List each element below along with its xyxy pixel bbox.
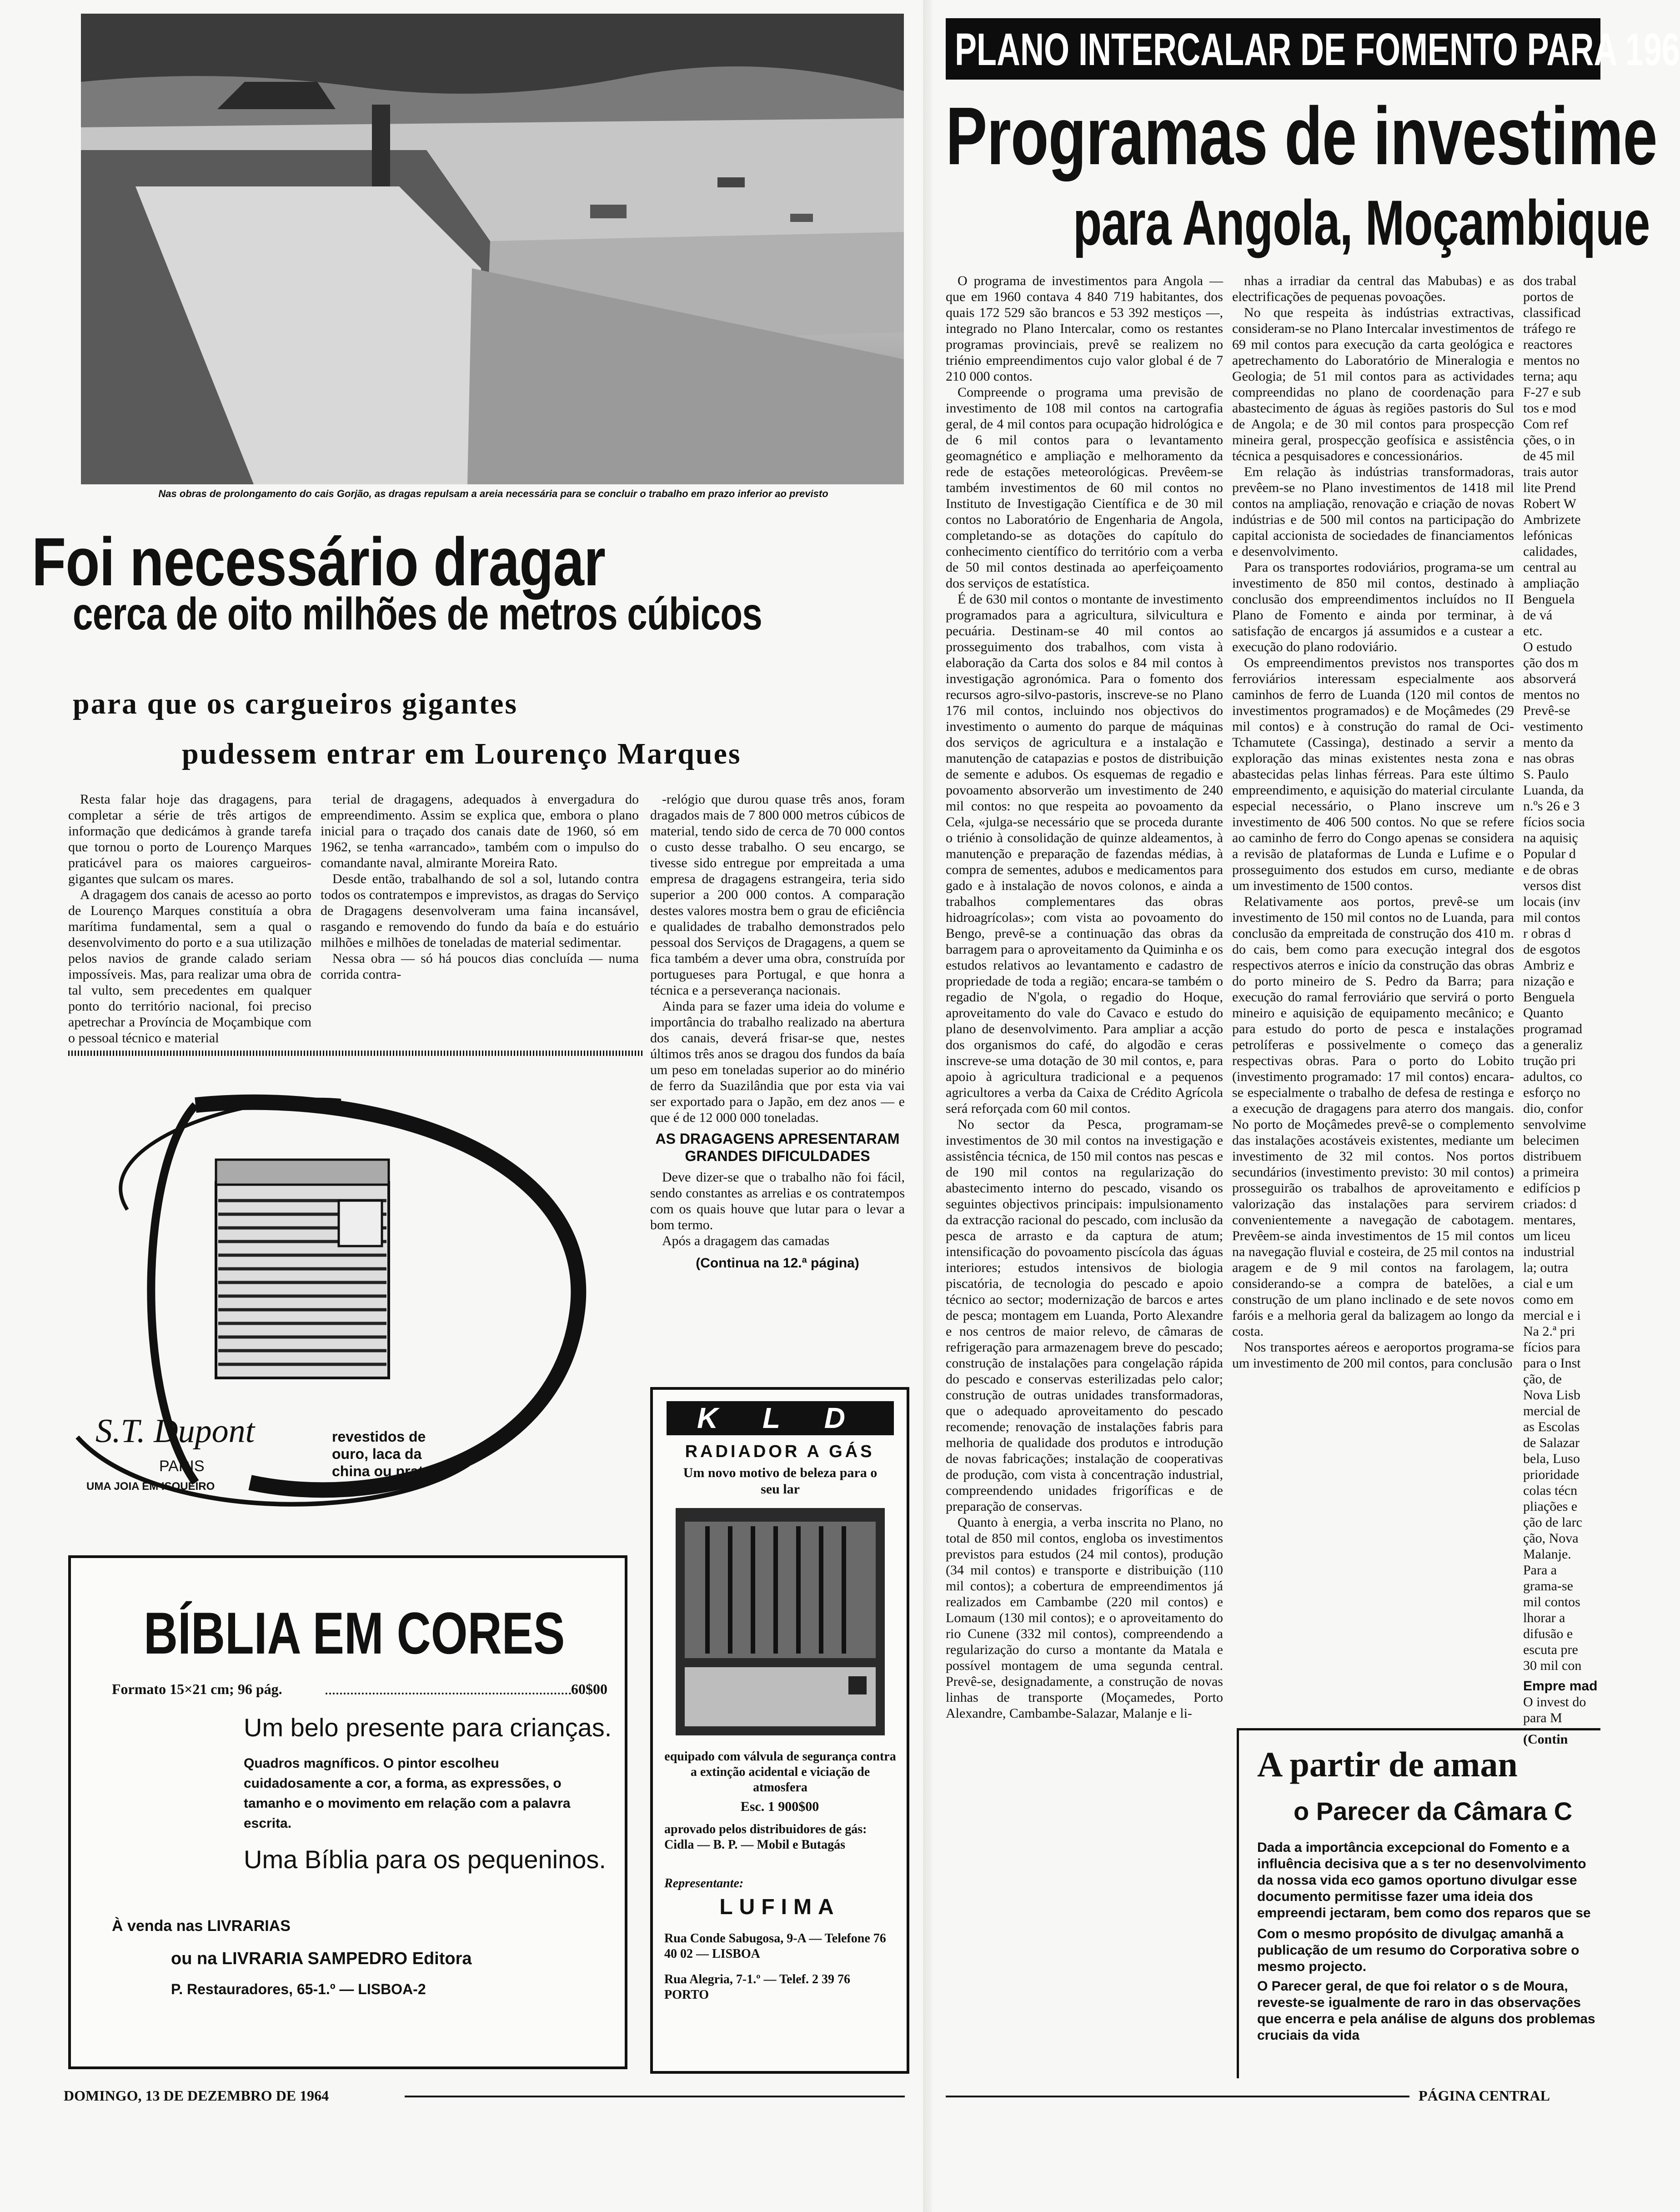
right-col2-p1: nhas a irradiar da central das Mabubas) e as electrificações de pequenas povoações. <box>1232 273 1514 304</box>
parecer-text-2: Com o mesmo propósito de divulgaç amanhã a publicação de um resumo do Corporativa sobre o mesmo projecto. <box>1257 1926 1580 1974</box>
right-col3-line: Robert W <box>1523 496 1576 511</box>
kld-ad <box>650 1387 909 2074</box>
right-col3-line: nas obras <box>1523 751 1575 766</box>
harbor-photo <box>81 14 904 484</box>
right-col3-subhead: Empre mad <box>1523 1679 1598 1694</box>
right-col3-line: n.ºs 26 e 3 <box>1523 799 1580 814</box>
right-col3-line: bela, Luso <box>1523 1451 1580 1466</box>
plan-banner <box>946 18 1680 80</box>
right-col3-line: nização e <box>1523 974 1575 989</box>
right-col3-line: pliações e <box>1523 1499 1578 1514</box>
right-col3-tail: O invest do para M <box>1523 1694 1586 1725</box>
right-col2-p4: Para os transportes rodoviários, programa-se um investimento de 850 mil contos, destinado à conclusão dos empreendimentos incluídos no II Plano de Fomento e ainda por terminar, à satisfação de encargos já assumidos e a custear a execução do plano rodoviário. <box>1232 560 1514 654</box>
left-col3-p4: Após a dragagem das camadas <box>662 1233 830 1248</box>
right-col3-line: a primeira <box>1523 1165 1579 1180</box>
left-headline: Foi necessário dragar <box>32 523 606 600</box>
parecer-headline: A partir de aman <box>1257 1744 1518 1784</box>
right-col3-line: mentos no <box>1523 687 1580 702</box>
right-col2-p3: Em relação às indústrias transformadoras, prevêem-se no Plano investimentos de 1418 mil contos na ampliação, renovação e criação de novas indústrias e de 500 mil contos na participação do capital accionista de sociedades de financiamentos e desenvolvimento. <box>1232 464 1514 559</box>
biblia-dots <box>326 1693 571 1694</box>
right-story-col-3 <box>1523 273 1600 1747</box>
right-col3-line: escuta pre <box>1523 1642 1578 1657</box>
right-subhead: para Angola, Moçambique <box>1073 187 1650 258</box>
right-col3-line: um liceu <box>1523 1228 1571 1243</box>
right-col3-line: Popular d <box>1523 846 1576 861</box>
left-col2-p3: Nessa obra — só há poucos dias concluída — numa corrida contra- <box>321 951 639 982</box>
left-story-col-3 <box>650 791 905 1371</box>
right-col1-p5: Quanto à energia, a verba inscrita no Plano, no total de 850 mil contos, engloba os investimentos previstos para estudos (24 mil contos), produção (34 mil contos) e transporte e distribuição (110 mil contos); a cobertura de empreendimentos já realizados em Cambambe (220 mil contos) e Lomaum (130 mil contos); e o aproveitamento do rio Cunene (332 mil contos), compreendendo a regularização do curso a montante da Matala e possível montagem de uma segunda central. Prevê-se, designadamente, a construção de novas linhas de transporte (Moçamedes, Porto Alexandre, Cambambe-Salazar, Malanje e li- <box>946 1515 1223 1721</box>
kld-price: Esc. 1 900$00 <box>740 1799 819 1814</box>
kld-addr2: Rua Alegria, 7-1.º — Telef. 2 39 76 PORTO <box>664 1972 851 2002</box>
right-col3-line: trução pri <box>1523 1053 1576 1068</box>
right-col3-line: industrial <box>1523 1244 1575 1259</box>
biblia-price: 60$00 <box>571 1681 607 1697</box>
dupont-brand: S.T. Dupont <box>95 1413 255 1450</box>
right-col3-line: trais autor <box>1523 464 1578 479</box>
right-col3-line: calidades, <box>1523 544 1578 559</box>
right-col3-line: classificad <box>1523 305 1581 320</box>
right-col3-line: Ambrizete <box>1523 512 1581 527</box>
right-col3-line: etc. <box>1523 623 1543 638</box>
biblia-line1: Um belo presente para crianças. <box>244 1713 612 1742</box>
photo-caption: Nas obras de prolongamento do cais Gorjão, as dragas repulsam a areia necessária para se concluir o trabalho em prazo inferior ao previsto <box>158 488 828 499</box>
left-col2-p2: Desde então, trabalhando de sol a sol, lutando contra todos os contratempos e imprevistos, as dragas do Serviço de Dragagens desenvolveram uma faina incansável, rasgando e removendo do fundo da baía e do estuário milhões e milhões de toneladas de material sedimentar. <box>321 871 639 950</box>
right-col3-line: difusão e <box>1523 1626 1573 1641</box>
right-col3-line: como em <box>1523 1292 1574 1307</box>
right-col3-line: programad <box>1523 1021 1582 1036</box>
right-col3-line: S. Paulo <box>1523 767 1569 782</box>
right-col3-line: portos de <box>1523 289 1574 304</box>
right-col3-line: r obras d <box>1523 926 1571 941</box>
left-col3-p2: Ainda para se fazer uma ideia do volume e importância do trabalho realizado na abertura dos canais, deverá frisar-se que, nestes últimos três anos se dragou dos fundos da baía um peso em toneladas superior ao do minério de ferro da Suazilândia que por esta via vai ser exportado para o Japão, em dez anos — e que é de 12 000 000 toneladas. <box>650 999 905 1125</box>
right-col3-line: prioridade <box>1523 1467 1580 1482</box>
right-col3-line: mentos no <box>1523 353 1580 368</box>
right-col2-p5: Os empreendimentos previstos nos transportes ferroviários interessam especialmente aos caminhos de ferro de Luanda (120 mil contos de investimentos programados) e de Moçâmedes (29 mil contos) e à construção do ramal de Oci-Tchamutete (Cassinga), destinado a servir a exploração das minas existentes nesta zona e abastecidas pelas linhas férreas. Para este último empreendimento, e aquisição do material circulante especial necessário, o Plano inscreve um investimento de 406 500 contos. No que se refere ao caminho de ferro do Congo apenas se considera a revisão de plataformas de Lunda e Lufime e o prosseguimento dos estudos em curso, mediante um investimento de 1500 contos. <box>1232 655 1514 893</box>
biblia-desc: Quadros magníficos. O pintor escolheu cuidadosamente a cor, a forma, as expressões, o tamanho e o movimento em relação com a palavra escrita. <box>244 1756 571 1831</box>
right-col1-p2: Compreende o programa uma previsão de investimento de 108 mil contos na cartografia geral, de 4 mil contos para ocupação hidrológica e de 6 mil contos para o levantamento geomagnético e ampliação e melhoramento da rede de estações meteorológicas. Prevêem-se também investimentos de 60 mil contos no Instituto de Investigação Científica e de 30 mil contos no Laboratório de Engenharia de Angola, completando-se as dotações do capítulo do conhecimento científico do território com a verba de 50 mil contos destinada ao aperfeiçoamento dos serviços de estatística. <box>946 385 1223 591</box>
right-col3-line: Prevê-se <box>1523 703 1570 718</box>
right-col3-line: Nova Lisb <box>1523 1388 1580 1403</box>
right-col3-line: na aquisiç <box>1523 830 1578 845</box>
dupont-tagline: UMA JOIA EM ISQUEIRO <box>86 1480 215 1493</box>
right-col3-line: para o Inst <box>1523 1356 1581 1371</box>
parecer-subhead: o Parecer da Câmara C <box>1294 1797 1573 1825</box>
right-col3-line: lhorar a <box>1523 1610 1565 1625</box>
kld-addr1: Rua Conde Sabugosa, 9-A — Telefone 76 40 02 — LISBOA <box>664 1931 886 1961</box>
biblia-ad <box>68 1555 627 2069</box>
right-col3-line: mil contos <box>1523 910 1580 925</box>
right-col3-line: la; outra <box>1523 1260 1569 1275</box>
kld-rep: LUFIMA <box>719 1895 840 1919</box>
dupont-ad <box>59 1073 641 1523</box>
left-col3-p1: -relógio que durou quase três anos, foram dragados mais de 7 800 000 metros cúbicos de material, tendo sido de cerca de 70 000 contos o custo desse trabalho. O seu encargo, se tivesse sido entregue por empreitada a uma empresa de dragagens estrangeira, teria sido superior a 200 000 contos. A comparação destes valores mostra bem o grau de eficiência e qualidades de trabalho demonstrados pelo pessoal dos Serviços de Dragagens, a quem se fica também a dever uma obra, construída por portugueses para Portugal, e que honra a técnica e a perseverança nacionais. <box>650 792 905 998</box>
right-col3-line: ção, Nova <box>1523 1531 1579 1546</box>
right-col3-line: dio, confor <box>1523 1101 1583 1116</box>
right-col3-line: Para a <box>1523 1563 1557 1578</box>
right-col3-line: Na 2.ª pri <box>1523 1324 1575 1339</box>
right-col3-line: ampliação <box>1523 576 1580 591</box>
right-col3-line: ção dos m <box>1523 655 1579 670</box>
right-col3-line: a generaliz <box>1523 1037 1583 1052</box>
biblia-editora: ou na LIVRARIA SAMPEDRO Editora <box>171 1949 472 1968</box>
right-col3-line: esforço no <box>1523 1085 1580 1100</box>
left-hatch-rule <box>68 1051 643 1056</box>
right-col3-lines <box>1523 273 1600 1674</box>
right-col3-line: senvolvime <box>1523 1117 1586 1132</box>
right-col2-p6: Relativamente aos portos, prevê-se um investimento de 150 mil contos no de Luanda, para conclusão da empreitada de construção dos 410 m. do cais, bem como para execução integral dos respectivos aterros e início da construção das obras do porto mineiro de S. Pedro da Barra; para execução do ramal ferroviário que servirá o porto mineiro e aquisição de equipamento mecânico; e para estudo do porto de pesca e instalações petrolíferas e possivelmente o começo das respectivas obras. Para o porto do Lobito (investimento programado: 17 mil contos) encara-se especialmente o trabalho de defesa de restinga e a execução de dragagens para aterro dos mangais. No porto de Moçâmedes prevê-se o complemento das instalações acostáveis existentes, mediante um investimento de 32 mil contos. Nos portos secundários (investimento previsto: 30 mil contos) prosseguirão os trabalhos de aproveitamento e valorização das instalações para servirem convenientemente a navegação de cabotagem. Prevêem-se ainda investimentos de 15 mil contos na navegação fluvial e costeira, de 25 mil contos na aragem e de 9 mil contos na farolagem, considerando-se a compra de batelões, a construção de um plano inclinado e de sete novos faróis e a melhoria geral da balizagem ao longo da costa. <box>1232 894 1514 1339</box>
right-col3-line: Benguela <box>1523 592 1575 607</box>
right-col2-p2: No que respeita às indústrias extractivas, consideram-se no Plano Intercalar investimentos de 69 mil contos para execução da carta geológica e apetrechamento do Laboratório de Mineralogia e Geologia; de 51 mil contos para as actividades compreendidas no plano de coordenação para abastecimento de águas às regiões pastoris do Sul de Angola; e de 30 mil contos para prospecção mineira geral, prospecção geofísica e assistência técnica a pesquisadores e concessionários. <box>1232 305 1514 463</box>
plan-banner-text: PLANO INTERCALAR DE FOMENTO PARA 196 <box>955 24 1680 75</box>
right-col3-line: terna; aqu <box>1523 369 1578 384</box>
right-story-col-2 <box>1232 273 1514 1719</box>
right-col3-line: tráfego re <box>1523 321 1576 336</box>
right-col3-line: mercial e i <box>1523 1308 1581 1323</box>
left-story-col-1 <box>68 791 311 1046</box>
right-col3-line: lite Prend <box>1523 480 1576 495</box>
left-col1-p2: A dragagem dos canais de acesso ao porto de Lourenço Marques constituía a obra marítima fundamental, sem a qual o desenvolvimento do porto e a sua utilização pelos navios de grande calado seriam impossíveis. Mas, para realizar uma obra de tal vulto, sem precedentes em qualquer ponto do território nacional, foi preciso apetrechar a Província de Moçambique com o pessoal técnico e material <box>68 887 311 1046</box>
right-col3-line: fícios para <box>1523 1340 1580 1355</box>
kld-rep-label: Representante: <box>664 1876 744 1890</box>
parecer-text-1: Dada a importância excepcional do Fomento e a influência decisiva que a s ter no desenvolvimento da nossa vida eco gamos oportuno divulgar esse documento permitisse fazer uma ideia dos empreendi jectaram, bem como dos reparos que se <box>1257 1840 1591 1920</box>
right-col3-line: central au <box>1523 560 1577 575</box>
left-col2-p1: terial de dragagens, adequados à envergadura do empreendimento. Assim se explica que, embora o plano inicial para o traçado dos canais date de 1960, só em 1962, se tenha «arrancado», também com o impulso do comandante naval, almirante Moreira Rato. <box>321 792 639 870</box>
right-col3-line: colas técn <box>1523 1483 1578 1498</box>
right-col3-line: de 45 mil <box>1523 448 1575 463</box>
right-col3-line: e de obras <box>1523 862 1579 877</box>
right-col3-line: 30 mil con <box>1523 1658 1582 1673</box>
harbor-photo-illustration <box>81 14 904 484</box>
right-col3-line: Quanto <box>1523 1005 1564 1021</box>
left-col3-p3: Deve dizer-se que o trabalho não foi fácil, sendo constantes as arrelias e os contratempos com os quais houve que lutar para o levar a bom termo. <box>650 1170 905 1232</box>
left-continua: (Continua na 12.ª página) <box>696 1256 859 1271</box>
biblia-title: BÍBLIA EM CORES <box>144 1600 565 1666</box>
left-subhead-3: pudessem entrar em Lourenço Marques <box>182 737 742 770</box>
right-col3-line: versos dist <box>1523 878 1581 893</box>
right-col3-continua: (Contin <box>1523 1732 1568 1747</box>
kld-approved: aprovado pelos distribuidores de gás: Cidla — B. P. — Mobil e Butagás <box>664 1822 867 1852</box>
biblia-venda: À venda nas LIVRARIAS <box>112 1917 291 1935</box>
heater-graphic <box>671 1503 889 1740</box>
left-col3-subhead: AS DRAGAGENS APRESENTARAM GRANDES DIFICULDADES <box>655 1131 900 1164</box>
footer-page: PÁGINA CENTRAL <box>1419 2087 1550 2104</box>
right-col3-line: F-27 e sub <box>1523 385 1581 400</box>
right-col3-line: mentares, <box>1523 1212 1576 1227</box>
biblia-address: P. Restauradores, 65-1.º — LISBOA-2 <box>171 1981 426 1997</box>
right-col3-line: Luanda, da <box>1523 783 1584 798</box>
kld-spec: equipado com válvula de segurança contra a extinção acidental e viciação de atmosfera <box>664 1749 896 1795</box>
kld-brand: K L D <box>697 1402 863 1434</box>
right-col3-line: lefónicas <box>1523 528 1573 543</box>
dupont-finish: revestidos de ouro, laca da china ou prata <box>332 1428 431 1479</box>
right-col3-line: Ambriz e <box>1523 958 1575 973</box>
right-col3-line: O estudo <box>1523 639 1572 654</box>
right-col3-line: ção de larc <box>1523 1515 1582 1530</box>
right-col3-line: Benguela <box>1523 990 1575 1005</box>
left-subhead-2: para que os cargueiros gigantes <box>73 687 518 720</box>
right-col3-line: fícios socia <box>1523 814 1585 830</box>
right-col3-line: mento da <box>1523 735 1574 750</box>
parecer-text-3: O Parecer geral, de que foi relator o s de Moura, reveste-se igualmente de raro in das observações que encerra e pela análise de alguns dos problemas cruciais da vida <box>1257 1979 1595 2043</box>
lighter-graphic <box>216 1160 389 1378</box>
dupont-city: PARIS <box>159 1458 205 1475</box>
right-col3-line: grama-se <box>1523 1579 1573 1594</box>
right-col3-line: criados: d <box>1523 1196 1577 1212</box>
kld-tagline: Um novo motivo de beleza para o seu lar <box>683 1465 878 1497</box>
left-subhead-1: cerca de oito milhões de metros cúbicos <box>73 588 762 639</box>
right-col3-line: adultos, co <box>1523 1069 1582 1084</box>
right-col3-line: distribuem <box>1523 1149 1582 1164</box>
right-headline: Programas de investime <box>946 90 1657 182</box>
right-story-col-1 <box>946 273 1223 2069</box>
right-col3-line: Com ref <box>1523 417 1569 432</box>
right-col3-line: ção, de <box>1523 1372 1562 1387</box>
right-col3-line: ções, o in <box>1523 432 1575 447</box>
right-col1-p4: No sector da Pesca, programam-se investimentos de 30 mil contos na investigação e assistência técnica, de 150 mil contos nas pescas e de 190 mil contos na regularização do abastecimento interno do pescado, visando os seguintes objectivos principais: impulsionamento da extracção racional do pescado, com inclusão da pesca de arrasto e da captura de atum; intensificação do povoamento piscícola das águas interiores; estudos intensivos de biologia piscatória, de tecnologia do pescado e apoio técnico ao sector; modernização de barcos e artes de pesca; montagem em Luanda, Porto Alexandre e nos centros de maior relevo, de câmaras de refrigeração para armazenagem breve do pescado; construção de instalações para congelação rápida do pescado e conservas esterilizadas pelo calor; construção de outras unidades transformadoras, que o adequado aproveitamento do pescado recomende; renovação de instalações fabris para melhoria de qualidade dos produtos e introdução de novas fabricações; instalação de cooperativas de produção, com vista à concentração industrial, compreendendo unidades frigoríficas e de preparação de conservas. <box>946 1117 1223 1514</box>
right-col3-line: tos e mod <box>1523 401 1576 416</box>
right-col3-line: de Salazar <box>1523 1435 1580 1450</box>
kld-product: RADIADOR A GÁS <box>685 1442 875 1461</box>
biblia-format: Formato 15×21 cm; 96 pág. <box>112 1681 282 1697</box>
right-col3-line: belecimen <box>1523 1133 1580 1148</box>
footer-rule-left <box>405 2096 905 2097</box>
biblia-line2: Uma Bíblia para os pequeninos. <box>244 1845 606 1874</box>
footer-rule-right <box>946 2096 1409 2097</box>
footer-date: DOMINGO, 13 DE DEZEMBRO DE 1964 <box>64 2087 329 2104</box>
right-col3-line: locais (inv <box>1523 894 1580 909</box>
right-col3-line: reactores <box>1523 337 1573 352</box>
right-col2-p7: Nos transportes aéreos e aeroportos programa-se um investimento de 200 mil contos, para conclusão <box>1232 1340 1514 1371</box>
left-col1-p1: Resta falar hoje das dragagens, para completar a série de três artigos de informação que dedicámos à grande tarefa que tornou o porto de Lourenço Marques praticável para os maiores cargueiros-gigantes que sulcam os mares. <box>68 792 311 886</box>
left-story-col-2 <box>321 791 639 1037</box>
right-col3-line: as Escolas <box>1523 1419 1580 1434</box>
right-col3-line: dos trabal <box>1523 273 1577 288</box>
right-col1-p3: É de 630 mil contos o montante de investimento programados para a agricultura, silvicultura e pecuária. Destinam-se 40 mil contos ao prosseguimento dos trabalhos, com vista à elaboração da Carta dos solos e 84 mil contos à investigação agronómica. Para o fomento dos recursos agro-silvo-pastoris, inscreve-se no Plano 176 mil contos, incluindo nos objectivos do investimento o aumento do parque de máquinas dos serviços de agricultura e a instalação e manutenção de catapazias e postos de distribuição de semente e adubos. Os esquemas de regadio e povoamento absorverão um investimento de 240 mil contos: no que respeita ao povoamento da Cela, «julga-se necessário que se proceda durante o triénio à consolidação de quinze aldeamentos, à manutenção e preparação de fazendas médias, à compra de sementes, adubos e medicamentos para gado e à instalação de novos colonos, e ainda a trabalhos complementares das obras hidroagrícolas»; com vista ao povoamento do Bengo, prevê-se a continuação das obras da barragem para o aproveitamento da Quiminha e os estudos relativos ao levantamento e cadastro de propriedade de toda a região; encara-se também o regadio de N'gola, o regadio do Hoque, aproveitamento do vale do Cavaco e estudo do plano de desenvolvimento. Para ampliar a acção dos organismos do café, do algodão e ceras inscreve-se uma dotação de 30 mil contos, e, para apoio à agricultura tradicional e a pequenos agricultores a verba da Caixa de Crédito Agrícola será reforçada com 60 mil contos. <box>946 592 1223 1116</box>
right-col3-line: vestimento <box>1523 719 1583 734</box>
right-col3-line: de esgotos <box>1523 942 1580 957</box>
right-col3-line: Malanje. <box>1523 1547 1571 1562</box>
right-col3-line: edifícios p <box>1523 1181 1580 1196</box>
right-col3-line: mil contos <box>1523 1594 1580 1609</box>
right-col3-line: cial e um <box>1523 1276 1573 1291</box>
page-gutter <box>923 0 932 2212</box>
right-col3-line: de vá <box>1523 608 1553 623</box>
right-col1-p1: O programa de investimentos para Angola — que em 1960 contava 4 840 719 habitantes, dos quais 172 529 são brancos e 53 392 mestiços —, integrado no Plano Intercalar, como os restantes programas provinciais, prevê se realizem no triénio empreendimentos cujo valor global é de 7 210 000 contos. <box>946 273 1223 384</box>
right-col3-line: mercial de <box>1523 1403 1580 1418</box>
parecer-box <box>1237 1728 1600 2078</box>
right-col3-line: absorverá <box>1523 671 1576 686</box>
